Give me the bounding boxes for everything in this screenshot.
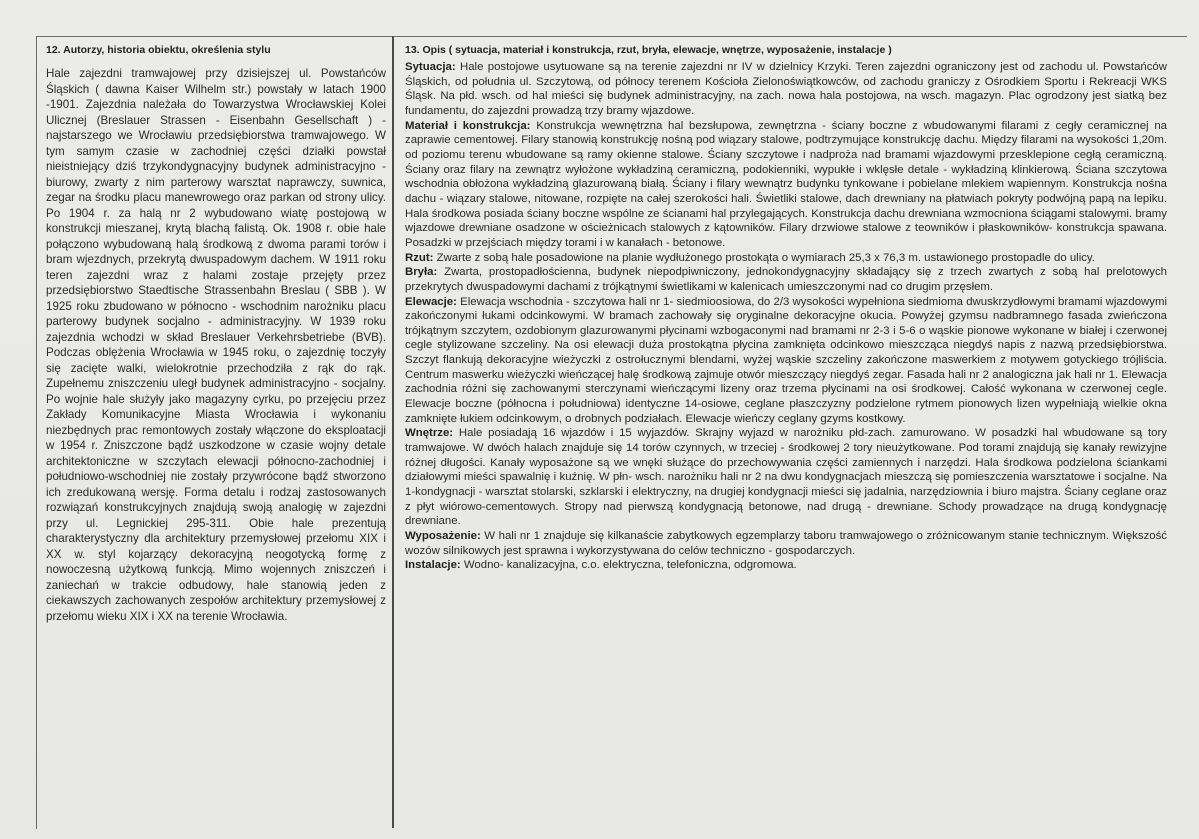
section-rzut: [405, 251, 1167, 266]
history-column: [46, 42, 386, 624]
section-text: Zwarte z sobą hale posadowione na planie wydłużonego prostokąta o wymiarach 25,3 x 76,3 m. ustawionego prostopadle do ulicy.: [433, 251, 1095, 264]
history-text: Hale zajezdni tramwajowej przy dzisiejszej ul. Powstańców Śląskich ( dawna Kaiser Wilhelm str.) powstały w latach 1900 -1901. Zajezdnia należała do Towarzystwa Wrocławskiej Kolei Ulicznej (Breslauer Strassen - Eisenbahn Gesellschaft ) - najstarszego we Wrocławiu przedsiębiorstwa tramwajowego. W tym samym czasie w zachodniej części działki powstał nieistniejący dziś trzykondygnacyjny budynek administracyjno - biurowy, zwarty z nim parterowy warsztat naprawczy, suwnica, zegar na środku placu manewrowego oraz parkan od strony ulicy. Po 1904 r. za halą nr 2 wybudowano wiatę postojową w konstrukcji mieszanej, krytą blachą falistą. Ok. 1908 r. obie hale połączono wybudowaną halą środkową z dwoma parami torów i bram wjezdnych, przekrytą dwuspadowym dachem. W 1911 roku teren zajezdni wraz z halami zostaje przejęty przez przedsiębiorstwo Staedtische Strassenbahn Breslau ( SBB ). W 1925 roku zbudowano w północno - wschodnim narożniku placu parterowy budynek socjalno - administracyjny. W 1939 roku zajezdnia wchodzi w skład Breslauer Verkehrsbetriebe (BVB). Podczas oblężenia Wrocławia w 1945 roku, o zajezdnię toczyły się zacięte walki, wielokrotnie przechodziła z rąk do rąk. Zupełnemu zniszczeniu uległ budynek administracyjno - socjalny. Po wojnie hale służyły jako magazyny cyrku, po przejęciu przez Zakłady Komunikacyjne Miasta Wrocławia i wykonaniu niezbędnych prac remontowych zostały włączone do eksploatacji w 1954 r. Zniszczone bądź uszkodzone w czasie wojny detale architektoniczne w szczytach elewacji północno-zachodniej i południowo-wschodniej nie zostały przywrócone bądź stworzono ich zredukowaną wersję. Forma detalu i rodzaj zastosowanych rozwiązań konstrukcyjnych znajdują swoją analogię w zajezdni przy ul. Legnickiej 295-311. Obie hale prezentują charakterystyczny dla architektury przemysłowej przełomu XIX i XX w. styl kojarzący dekoracyjną neogotycką formę z nowoczesną użytkową funkcją. Mimo wojennych zniszczeń i zaniechań w trakcie odbudowy, hale stanowią jeden z ciekawszych zachowanych zespołów architektury przemysłowej z przełomu wieku XIX i XX na terenie Wrocławia.: [46, 67, 386, 623]
section-label: Elewacje:: [405, 295, 457, 308]
section-text: Zwarta, prostopadłościenna, budynek niepodpiwniczony, jednokondygnacyjny składający się z trzech zwartych z sobą hal prelotowych przekrytych dwuspadowymi dachami z trójkątnymi świetlikami w kalenicach umieszczonymi nad co drugim przęsłem.: [405, 266, 1167, 293]
section-label: Rzut:: [405, 251, 434, 264]
section-label: Bryła:: [405, 266, 438, 279]
section-text: Hale posiadają 16 wjazdów i 15 wyjazdów. Skrajny wyjazd w narożniku płd-zach. zamurowano. W posadzki hal wbudowane są tory tramwajowe. W dwóch halach znajduje się 14 torów czynnych, w trzeciej - środkowej 2 tory nieużytkowane. Pod torami znajdują się kanały rewizyjne różnej długości. Kanały wyposażone są we wnęki służące do przechowywania części zamiennych i narzędzi. Hala środkowa podzielona ściankami działowymi mieści spawalnię i kuźnię. W płn- wsch. narożniku hali nr 2 na dwu kondygnacjach mieszczą się pomieszczenia warsztatowe i socjalne. Na 1-kondygnacji - warsztat stolarski, szklarski i elektryczny, na drugiej kondygnacji mieści się jadalnia, narzędziownia i biuro majstra. Ściany ceglane oraz z płyt wiórowo-cementowych. Stropy nad pierwszą kondygnacją betonowe, nad drugą - drewniane. Schody prowadzące na drugą kondygnację drewniane.: [405, 427, 1167, 528]
section-material: [405, 119, 1167, 251]
description-heading: 13. Opis ( sytuacja, materiał i konstrukcja, rzut, bryła, elewacje, wnętrze, wyposażenie, instalacje ): [405, 44, 892, 56]
column-divider: [392, 36, 394, 828]
section-label: Materiał i konstrukcja:: [405, 119, 531, 132]
description-column: [405, 42, 1167, 573]
section-text: Hale postojowe usytuowane są na terenie zajezdni nr IV w dzielnicy Krzyki. Teren zajezdni ograniczony jest od zachodu ul. Powstańców Śląskich, od południa ul. Szczytową, od północy terenem Kościoła Zielonoświątkowców, od zachodu graniczy z Ośrodkiem Sportu i Rekreacji WKS Śląsk. Na płd. wsch. od hal mieści się budynek administracyjny, na zach. nowa hala postojowa, na wsch. magazyn. Plac ogrodzony jest siatką bez fundamentu, do zajezdni prowadzą trzy bramy wjazdowe.: [405, 61, 1167, 117]
section-sytuacja: [405, 60, 1167, 119]
section-wnetrze: [405, 426, 1167, 529]
section-label: Wyposażenie:: [405, 530, 481, 542]
section-label: Wnętrze:: [405, 427, 454, 440]
section-label: Instalacje:: [405, 559, 461, 572]
section-bryla: [405, 265, 1167, 294]
section-text: Wodno- kanalizacyjna, c.o. elektryczna, telefoniczna, odgromowa.: [460, 559, 797, 572]
section-elewacje: [405, 295, 1167, 427]
section-instalacje: [405, 558, 1167, 573]
section-text: Konstrukcja wewnętrzna hal bezsłupowa, zewnętrzna - ściany boczne z wbudowanymi filarami z cegły ceramicznej na zaprawie cementowej. Filary stanowią konstrukcję nośną pod wiązary stalowe, podtrzymujące konstrukcję dachu. Między filarami na wysokości 1,20m. od poziomu terenu wbudowane są ramy okienne stalowe. Ściany szczytowe i nadproża nad bramami wjazdowymi przesklepione cegłą ceramiczną. Ściany oraz filary na zewnątrz wyłożone wykładziną ceramiczną, podokienniki, wypukłe i wklęsłe detale - wykładziną klinkierową. Ściana szczytowa wschodnia obłożona wykładziną glazurowaną białą. Ściany i filary wewnątrz budynku tynkowane i pobielane mlekiem wapiennym. Konstrukcja nośna dachu - wiązary stalowe, nitowane, rozpięte na całej szerokości hali. Świetliki stalowe, dach drewniany na płatwiach pokryty podwójną papą na lepiku. Hala środkowa posiada ściany boczne wspólne ze ścianami hal przylegających. Konstrukcja dachu drewniana wzmocniona ściągami stalowymi. bramy wjazdowe drewniane osadzone w ościeżnicach stalowych z kątowników. Filary drzwiowe stalowe z teowników i płaskowników- konstrukcja spawana. Posadzki w przejściach między torami i w kanałach - betonowe.: [405, 119, 1167, 249]
section-label: Sytuacja:: [405, 61, 456, 73]
section-wyposazenie: [405, 529, 1167, 558]
description-text: [405, 60, 1167, 573]
history-heading: 12. Autorzy, historia obiektu, określenia stylu: [46, 44, 271, 56]
section-text: W hali nr 1 znajduje się kilkanaście zabytkowych egzemplarzy taboru tramwajowego o zróżnicowanym stanie technicznym. Większość wozów silnikowych jest sprawna i wykorzystywana do celów techniczno - gospodarczych.: [405, 530, 1167, 557]
section-text: Elewacja wschodnia - szczytowa hali nr 1- siedmioosiowa, do 2/3 wysokości wypełniona siedmioma dwuskrzydłowymi bramami wjazdowymi zakończonymi łukami odcinkowymi. W bramach zachowały się oryginalne dekoracyjne okucia. Powyżej gzymsu nadbramnego fasada zwieńczona trójkątnym szczytem, ozdobionym glazurowanymi płycinami wzbogaconymi nad bramami nr 2-3 i 5-6 o wąskie pionowe wykonane w białej i czerwonej cegle stylizowane szczeliny. Na osi elewacji duża prostokątna płycina zamknięta odcinkowo mieszcząca niegdyś napis z nazwą przedsiębiorstwa. Szczyt flankują dekoracyjne wieżyczki z ostrołucznymi blendami, wyżej wąskie szczeliny zakończone maswerkiem z motywem gotyckiego trójliścia. Centrum maswerku wieżyczki wieńczącej halę środkową zajmuje otwór mieszczący niegdyś zegar. Fasada hali nr 2 analogiczna jak hali nr 1. Elewacja zachodnia różni się zachowanymi sterczynami wieńczącymi lizeny oraz trzema płycinami na osi środkowej. Całość wykonana w czerwonej cegle. Elewacje boczne (północna i południowa) identyczne 14-osiowe, ceglane płaszczyzny podzielone rytmem pionowych lizen wypełniają wielkie okna zamknięte łukiem odcinkowym, o drobnych podziałach. Elewacje wieńczy ceglany gzyms kostkowy.: [405, 295, 1167, 425]
